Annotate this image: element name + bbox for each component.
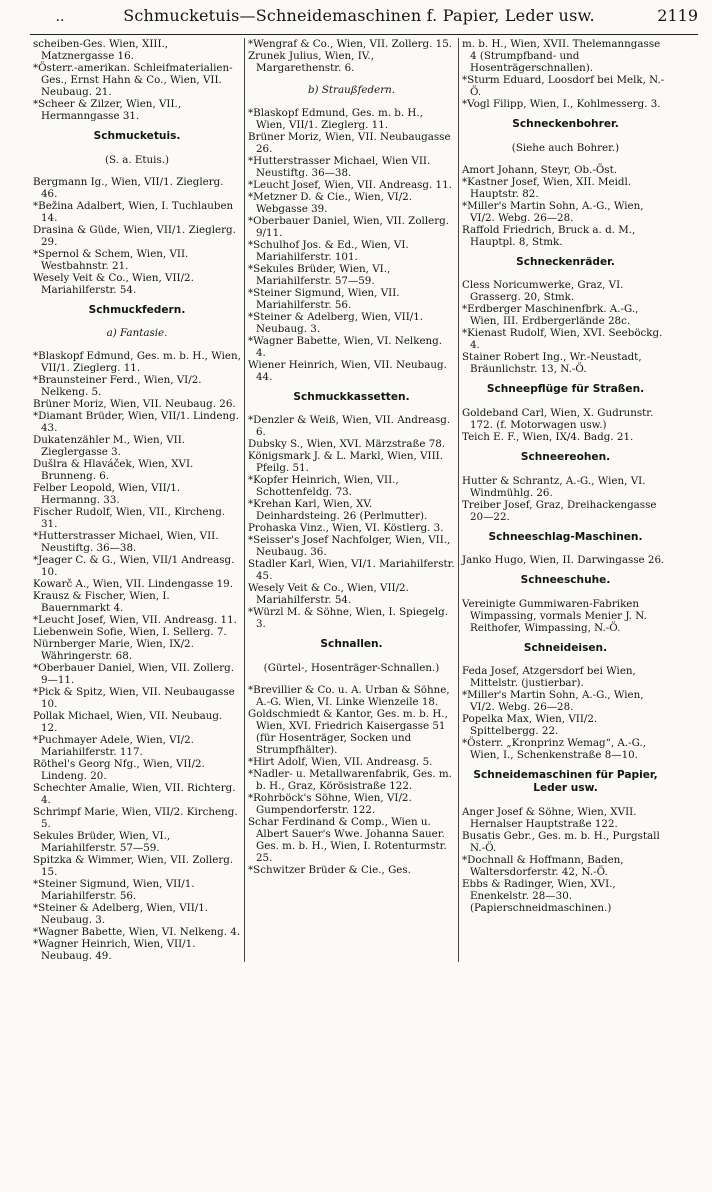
column-2: [244, 38, 458, 962]
directory-entry: *Hirt Adolf, Wien, VII. Andreasg. 5.: [248, 756, 433, 769]
section-heading: Schneeschlag-Maschinen.: [488, 530, 643, 543]
directory-entry: *Wagner Babette, Wien, VI. Nelkeng. 4.: [33, 925, 241, 938]
directory-entry: *Diamant Brüder, Wien, VII/1. Lindeng. 43.: [33, 409, 239, 434]
directory-entry: *Oberbauer Daniel, Wien, VII. Zollerg. 9/11.: [248, 214, 450, 239]
directory-entry: Zrunek Julius, Wien, IV., Margarethenstr. 6.: [248, 50, 374, 74]
directory-entry: *Wagner Babette, Wien, VI. Nelkeng. 4.: [248, 334, 443, 359]
directory-entry: Bergmann Ig., Wien, VII/1. Zieglerg. 46.: [33, 175, 224, 200]
directory-entry: *Dochnall & Hoffmann, Baden, Waltersdorferstr. 42, N.-Ö.: [462, 854, 624, 879]
section-heading: Schneeschuhe.: [520, 574, 611, 587]
directory-entry: Dubsky S., Wien, XVI. Märzstraße 78.: [248, 438, 446, 451]
directory-entry: *Kastner Josef, Wien, XII. Meidl. Hauptstr. 82.: [462, 175, 632, 200]
section-heading: Schneideisen.: [523, 641, 608, 654]
directory-entry: Stainer Robert Ing., Wr.-Neustadt, Bräunlichstr. 13, N.-Ö.: [462, 351, 642, 376]
directory-entry: Wesely Veit & Co., Wien, VII/2. Mariahilferstr. 54.: [248, 582, 409, 607]
directory-entry: *Kopfer Heinrich, Wien, VII., Schottenfeldg. 73.: [248, 474, 399, 499]
directory-entry: Treiber Josef, Graz, Dreihackengasse 20—22.: [462, 498, 657, 523]
directory-entry: *Denzler & Weiß, Wien, VII. Andreasg. 6.: [248, 414, 451, 439]
directory-entry: Schar Ferdinand & Comp., Wien u. Albert Sauer's Wwe. Johanna Sauer. Ges. m. b. H., Wien, I. Rotenturmstr. 25.: [248, 816, 447, 865]
directory-entry: Anger Josef & Söhne, Wien, XVII. Hernalser Hauptstraße 122.: [462, 806, 637, 831]
directory-entry: Wiener Heinrich, Wien, VII. Neubaug. 44.: [248, 358, 447, 383]
directory-entry: Goldschmiedt & Kantor, Ges. m. b. H., Wien, XVI. Friedrich Kaisergasse 51 (für Hosenträger, Socken und Strumpfhälter).: [248, 708, 448, 757]
directory-entry: Pollak Michael, Wien, VII. Neubaug. 12.: [33, 709, 223, 734]
directory-entry: *Sekules Brüder, Wien, VI., Mariahilferstr. 57—59.: [248, 262, 391, 287]
directory-entry: Prohaska Vinz., Wien, VI. Köstlerg. 3.: [248, 522, 444, 535]
running-title: Schmucketuis—Schneidemaschinen f. Papier, Leder usw.: [123, 6, 595, 25]
directory-entry: Goldeband Carl, Wien, X. Gudrunstr. 172. (f. Motorwagen usw.): [462, 407, 654, 432]
directory-entry: Spitzka & Wimmer, Wien, VII. Zollerg. 15.: [33, 853, 234, 878]
section-heading: Schneckenbohrer.: [512, 118, 619, 130]
directory-entry: Liebenwein Sofie, Wien, I. Sellerg. 7.: [33, 625, 227, 638]
directory-entry: Raffold Friedrich, Bruck a. d. M., Hauptpl. 8, Stmk.: [462, 223, 636, 248]
directory-entry: Teich E. F., Wien, IX/4. Badg. 21.: [462, 431, 634, 444]
directory-entry: scheiben-Ges. Wien, XIII., Matznergasse 16.: [33, 38, 169, 62]
directory-entry: Krausz & Fischer, Wien, I. Bauernmarkt 4.: [33, 589, 170, 614]
directory-entry: *Leucht Josef, Wien, VII. Andreasg. 11.: [33, 613, 237, 626]
directory-entry: *Rohrböck's Söhne, Wien, VI/2. Gumpendorferstr. 122.: [248, 792, 412, 817]
directory-entry: *Miller's Martin Sohn, A.-G., Wien, VI/2. Webg. 26—28.: [462, 689, 644, 714]
section-note: (Gürtel-, Hosenträger-Schnallen.): [263, 661, 440, 674]
directory-entry: *Spernol & Schem, Wien, VII. Westbahnstr. 21.: [33, 247, 189, 272]
directory-entry: *Steiner & Adelberg, Wien, VII/1. Neubaug. 3.: [33, 901, 209, 926]
directory-entry: Dukatenzähler M., Wien, VII. Zieglergasse 3.: [33, 433, 186, 458]
directory-entry: *Schwitzer Brüder & Cie., Ges.: [248, 864, 411, 877]
section-heading: Schnallen.: [320, 638, 383, 651]
directory-entry: *Würzl M. & Söhne, Wien, I. Spiegelg. 3.: [248, 606, 448, 631]
directory-entry: Nürnberger Marie, Wien, IX/2. Währingerstr. 68.: [33, 637, 194, 662]
directory-entry: Schechter Amalie, Wien, VII. Richterg. 4.: [33, 781, 236, 806]
directory-entry: Felber Leopold, Wien, VII/1. Hermanng. 33.: [33, 481, 181, 506]
section-heading: Schneidemaschinen für Papier, Leder usw.: [473, 769, 658, 795]
directory-entry: *Wagner Heinrich, Wien, VII/1. Neubaug. 49.: [33, 937, 196, 962]
directory-entry: Röthel's Georg Nfg., Wien, VII/2. Lindeng. 20.: [33, 757, 205, 782]
directory-entry: *Miller's Martin Sohn, A.-G., Wien, VI/2. Webg. 26—28.: [462, 199, 644, 224]
directory-entry: *Blaskopf Edmund, Ges. m. b. H., Wien, VII/1. Zieglerg. 11.: [33, 349, 241, 374]
subsection-heading: b) Straußfedern.: [307, 84, 396, 97]
directory-entry: Brüner Moriz, Wien, VII. Neubaugasse 26.: [248, 130, 451, 155]
directory-entry: *Österr.-amerikan. Schleifmaterialien-Ges., Ernst Hahn & Co., Wien, VII. Neubaug. 21.: [33, 62, 233, 98]
section-heading: Schneereohen.: [520, 451, 611, 464]
page-number: 2119: [657, 6, 698, 25]
directory-entry: Fischer Rudolf, Wien, VII., Kircheng. 31.: [33, 505, 226, 530]
section-heading: Schneckenräder.: [516, 255, 615, 268]
directory-entry: *Wengraf & Co., Wien, VII. Zollerg. 15.: [248, 38, 453, 50]
column-1: [30, 38, 244, 962]
directory-entry: *Kienast Rudolf, Wien, XVI. Seeböckg. 4.: [462, 327, 663, 352]
directory-entry: *Erdberger Maschinenfbrk. A.-G., Wien, III. Erdbergerlände 28c.: [462, 303, 639, 328]
section-heading: Schneepflüge für Straßen.: [486, 383, 645, 396]
directory-entry: Stadler Karl, Wien, VI/1. Mariahilferstr. 45.: [248, 558, 455, 583]
directory-entry: *Leucht Josef, Wien, VII. Andreasg. 11.: [248, 178, 452, 191]
header-dots: ..: [55, 9, 65, 25]
directory-entry: *Vogl Filipp, Wien, I., Kohlmesserg. 3.: [462, 98, 661, 110]
directory-entry: Kowarč A., Wien, VII. Lindengasse 19.: [33, 577, 233, 590]
directory-entry: *Metzner D. & Cie., Wien, VI/2. Webgasse 39.: [248, 190, 412, 215]
directory-entry: *Scheer & Zilzer, Wien, VII., Hermanngasse 31.: [33, 98, 182, 122]
directory-entry: *Hutterstrasser Michael, Wien VII. Neustiftg. 36—38.: [248, 154, 431, 179]
directory-entry: *Braunsteiner Ferd., Wien, VI/2. Nelkeng. 5.: [33, 373, 202, 398]
directory-entry: Brüner Moriz, Wien, VII. Neubaug. 26.: [33, 397, 236, 410]
columns: [30, 38, 698, 962]
directory-entry: Vereinigte Gummiwaren-Fabriken Wimpassing, vormals Menier J. N. Reithofer, Wimpassing, N.-Ö.: [462, 597, 647, 634]
section-note: (S. a. Etuis.): [104, 153, 170, 166]
directory-entry: *Steiner Sigmund, Wien, VII. Mariahilferstr. 56.: [248, 286, 400, 311]
directory-entry: *Krehan Karl, Wien, XV. Deinhardsteing. 26 (Perlmutter).: [248, 498, 428, 523]
directory-entry: *Puchmayer Adele, Wien, VI/2. Mariahilferstr. 117.: [33, 733, 194, 758]
directory-entry: *Seisser's Josef Nachfolger, Wien, VII., Neubaug. 36.: [248, 534, 451, 559]
directory-entry: *Steiner Sigmund, Wien, VII/1. Mariahilferstr. 56.: [33, 877, 195, 902]
directory-entry: *Brevillier & Co. u. A. Urban & Söhne, A.-G. Wien, VI. Linke Wienzeile 18.: [248, 684, 450, 709]
directory-entry: Popelka Max, Wien, VII/2. Spittelbergg. 22.: [462, 713, 598, 738]
directory-entry: Feda Josef, Atzgersdorf bei Wien, Mittelstr. (justierbar).: [462, 665, 636, 690]
section-heading: Schmuckfedern.: [88, 303, 186, 316]
column-3: [458, 38, 672, 962]
directory-entry: *Steiner & Adelberg, Wien, VII/1. Neubaug. 3.: [248, 310, 424, 335]
directory-entry: Drasina & Güde, Wien, VII/1. Zieglerg. 29.: [33, 223, 236, 248]
directory-entry: *Hutterstrasser Michael, Wien, VII. Neustiftg. 36—38.: [33, 529, 219, 554]
directory-entry: m. b. H., Wien, XVII. Thelemanngasse 4 (Strumpfband- und Hosenträgerschnallen).: [462, 38, 661, 74]
section-note: (Siehe auch Bohrer.): [511, 141, 620, 154]
directory-entry: Hutter & Schrantz, A.-G., Wien, VI. Windmühlg. 26.: [462, 474, 646, 499]
directory-entry: Wesely Veit & Co., Wien, VII/2. Mariahilferstr. 54.: [33, 271, 194, 296]
page-header: [30, 6, 698, 35]
directory-entry: *Sturm Eduard, Loosdorf bei Melk, N.-Ö.: [462, 74, 665, 98]
directory-entry: *Oberbauer Daniel, Wien, VII. Zollerg. 9—11.: [33, 661, 235, 686]
directory-entry: *Bežina Adalbert, Wien, I. Tuchlauben 14.: [33, 199, 234, 224]
directory-entry: Amort Johann, Steyr, Ob.-Öst.: [462, 163, 618, 176]
directory-entry: Dušlra & Hlaváček, Wien, XVI. Brunneng. 6.: [33, 457, 194, 482]
directory-entry: Janko Hugo, Wien, II. Darwingasse 26.: [462, 554, 665, 567]
directory-entry: *Nadler- u. Metallwarenfabrik, Ges. m. b. H., Graz, Körösistraße 122.: [248, 768, 452, 793]
directory-entry: *Österr. „Kronprinz Wemag“, A.-G., Wien, I., Schenkenstraße 8—10.: [462, 737, 647, 762]
directory-entry: Königsmark J. & L. Markl, Wien, VIII. Pfeilg. 51.: [248, 450, 444, 475]
directory-entry: *Schulhof Jos. & Ed., Wien, VI. Mariahilferstr. 101.: [248, 238, 409, 263]
directory-entry: *Blaskopf Edmund, Ges. m. b. H., Wien, VII/1. Zieglerg. 11.: [248, 106, 423, 131]
section-heading: Schmucketuis.: [93, 130, 181, 142]
directory-entry: Cless Noricumwerke, Graz, VI. Grasserg. 20, Stmk.: [462, 279, 624, 304]
directory-entry: Busatis Gebr., Ges. m. b. H., Purgstall N.-Ö.: [462, 830, 660, 855]
directory-entry: Ebbs & Radinger, Wien, XVI., Enenkelstr. 28—30. (Papierschneidmaschinen.): [462, 878, 616, 915]
directory-entry: Sekules Brüder, Wien, VI., Mariahilferstr. 57—59.: [33, 829, 171, 854]
directory-entry: *Pick & Spitz, Wien, VII. Neubaugasse 10.: [33, 685, 235, 710]
subsection-heading: a) Fantasie.: [106, 327, 168, 340]
section-heading: Schmuckkassetten.: [293, 390, 410, 403]
directory-entry: *Jeager C. & G., Wien, VII/1 Andreasg. 10.: [33, 553, 235, 578]
directory-entry: Schrimpf Marie, Wien, VII/2. Kircheng. 5.: [33, 805, 238, 830]
